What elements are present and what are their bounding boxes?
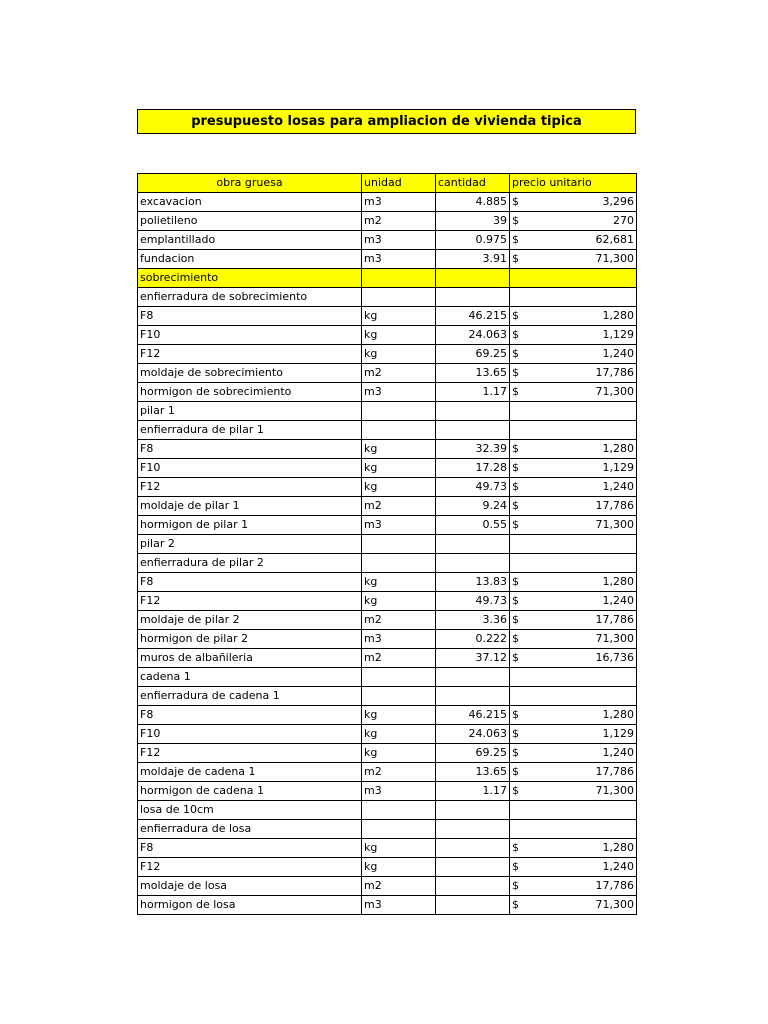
cell-unit[interactable]: m3 [362, 516, 436, 535]
cell-price[interactable] [510, 839, 637, 858]
price-wrap [512, 744, 634, 762]
cell-qty[interactable] [436, 839, 510, 858]
table-row [138, 459, 637, 478]
table-row [138, 250, 637, 269]
cell-item[interactable]: moldaje de sobrecimiento [138, 364, 362, 383]
cell-item[interactable]: moldaje de pilar 1 [138, 497, 362, 516]
price-value: 71,300 [595, 632, 634, 645]
cell-price[interactable] [510, 763, 637, 782]
currency-symbol: $ [512, 613, 519, 626]
cell-qty[interactable]: 0.222 [436, 630, 510, 649]
currency-symbol: $ [512, 632, 519, 645]
cell-price[interactable] [510, 744, 637, 763]
cell-item[interactable]: moldaje de pilar 2 [138, 611, 362, 630]
cell-unit[interactable]: m3 [362, 250, 436, 269]
header-cell-cantidad[interactable]: cantidad [436, 174, 510, 193]
cell-item[interactable]: moldaje de losa [138, 877, 362, 896]
cell-price[interactable] [510, 269, 637, 288]
cell-unit[interactable]: m3 [362, 193, 436, 212]
cell-item[interactable]: muros de albañileria [138, 649, 362, 668]
price-value: 270 [613, 214, 634, 227]
cell-qty[interactable] [436, 288, 510, 307]
currency-symbol: $ [512, 708, 519, 721]
currency-symbol: $ [512, 233, 519, 246]
cell-qty[interactable]: 17.28 [436, 459, 510, 478]
cell-price[interactable] [510, 687, 637, 706]
cell-qty[interactable]: 0.975 [436, 231, 510, 250]
cell-qty[interactable]: 46.215 [436, 706, 510, 725]
price-value: 17,786 [595, 765, 634, 778]
currency-symbol: $ [512, 328, 519, 341]
cell-price[interactable] [510, 858, 637, 877]
cell-qty[interactable]: 13.65 [436, 364, 510, 383]
cell-item[interactable]: F12 [138, 592, 362, 611]
cell-unit[interactable]: m2 [362, 212, 436, 231]
cell-unit[interactable] [362, 269, 436, 288]
price-wrap [512, 497, 634, 515]
table-row [138, 364, 637, 383]
price-wrap [512, 611, 634, 629]
currency-symbol: $ [512, 879, 519, 892]
cell-price[interactable] [510, 516, 637, 535]
table-row [138, 858, 637, 877]
price-wrap [512, 193, 634, 211]
cell-item[interactable]: hormigon de losa [138, 896, 362, 915]
price-value: 1,280 [602, 309, 634, 322]
cell-qty[interactable]: 1.17 [436, 782, 510, 801]
cell-unit[interactable]: m2 [362, 763, 436, 782]
cell-unit[interactable] [362, 402, 436, 421]
cell-unit[interactable]: m3 [362, 896, 436, 915]
cell-price[interactable] [510, 307, 637, 326]
currency-symbol: $ [512, 841, 519, 854]
cell-qty[interactable] [436, 554, 510, 573]
cell-unit[interactable] [362, 554, 436, 573]
cell-price[interactable] [510, 554, 637, 573]
cell-unit[interactable]: kg [362, 706, 436, 725]
price-wrap [512, 478, 634, 496]
table-row [138, 402, 637, 421]
table-row [138, 706, 637, 725]
cell-unit[interactable]: kg [362, 744, 436, 763]
price-value: 17,786 [595, 613, 634, 626]
cell-item[interactable]: fundacion [138, 250, 362, 269]
currency-symbol: $ [512, 784, 519, 797]
cell-qty[interactable]: 46.215 [436, 307, 510, 326]
cell-price[interactable] [510, 250, 637, 269]
price-value: 1,280 [602, 442, 634, 455]
table-row [138, 497, 637, 516]
table-row [138, 839, 637, 858]
cell-unit[interactable]: kg [362, 592, 436, 611]
cell-unit[interactable]: m2 [362, 611, 436, 630]
cell-price[interactable] [510, 345, 637, 364]
cell-qty[interactable] [436, 687, 510, 706]
currency-symbol: $ [512, 461, 519, 474]
cell-unit[interactable]: kg [362, 725, 436, 744]
cell-qty[interactable]: 13.65 [436, 763, 510, 782]
price-wrap [512, 858, 634, 876]
cell-qty[interactable]: 13.83 [436, 573, 510, 592]
price-value: 1,240 [602, 746, 634, 759]
currency-symbol: $ [512, 366, 519, 379]
price-wrap [512, 649, 634, 667]
cell-qty[interactable] [436, 801, 510, 820]
table-row [138, 307, 637, 326]
cell-price[interactable] [510, 478, 637, 497]
price-wrap [512, 725, 634, 743]
price-value: 71,300 [595, 518, 634, 531]
cell-item[interactable]: hormigon de sobrecimiento [138, 383, 362, 402]
table-row [138, 877, 637, 896]
cell-item[interactable]: hormigon de pilar 1 [138, 516, 362, 535]
price-value: 1,240 [602, 480, 634, 493]
currency-symbol: $ [512, 309, 519, 322]
cell-qty[interactable] [436, 421, 510, 440]
currency-symbol: $ [512, 898, 519, 911]
cell-unit[interactable] [362, 288, 436, 307]
cell-item[interactable]: enfierradura de cadena 1 [138, 687, 362, 706]
table-row [138, 668, 637, 687]
table-row [138, 554, 637, 573]
cell-price[interactable] [510, 288, 637, 307]
cell-qty[interactable]: 49.73 [436, 592, 510, 611]
cell-item[interactable]: F10 [138, 326, 362, 345]
cell-price[interactable] [510, 212, 637, 231]
table-row [138, 687, 637, 706]
price-wrap [512, 231, 634, 249]
cell-price[interactable] [510, 630, 637, 649]
cell-unit[interactable]: kg [362, 326, 436, 345]
table-row [138, 478, 637, 497]
price-value: 17,786 [595, 366, 634, 379]
cell-unit[interactable]: m2 [362, 877, 436, 896]
price-wrap [512, 592, 634, 610]
currency-symbol: $ [512, 518, 519, 531]
cell-unit[interactable] [362, 535, 436, 554]
currency-symbol: $ [512, 594, 519, 607]
cell-price[interactable] [510, 326, 637, 345]
cell-qty[interactable]: 3.36 [436, 611, 510, 630]
currency-symbol: $ [512, 727, 519, 740]
cell-qty[interactable] [436, 535, 510, 554]
cell-item[interactable]: enfierradura de pilar 1 [138, 421, 362, 440]
cell-price[interactable] [510, 706, 637, 725]
cell-qty[interactable] [436, 858, 510, 877]
cell-price[interactable] [510, 820, 637, 839]
cell-unit[interactable]: kg [362, 839, 436, 858]
cell-qty[interactable]: 37.12 [436, 649, 510, 668]
header-cell-obra-gruesa[interactable]: obra gruesa [138, 174, 362, 193]
cell-item[interactable]: pilar 2 [138, 535, 362, 554]
cell-item[interactable]: hormigon de pilar 2 [138, 630, 362, 649]
table-row [138, 820, 637, 839]
price-value: 16,736 [595, 651, 634, 664]
cell-item[interactable]: F8 [138, 839, 362, 858]
table-row [138, 801, 637, 820]
header-cell-unidad[interactable]: unidad [362, 174, 436, 193]
price-wrap [512, 630, 634, 648]
price-value: 17,786 [595, 499, 634, 512]
price-value: 1,280 [602, 708, 634, 721]
currency-symbol: $ [512, 860, 519, 873]
table-row [138, 573, 637, 592]
cell-qty[interactable]: 3.91 [436, 250, 510, 269]
currency-symbol: $ [512, 765, 519, 778]
cell-item[interactable]: emplantillado [138, 231, 362, 250]
cell-price[interactable] [510, 592, 637, 611]
table-row [138, 649, 637, 668]
cell-unit[interactable] [362, 421, 436, 440]
price-value: 1,129 [602, 727, 634, 740]
header-cell-precio-unitario[interactable]: precio unitario [510, 174, 637, 193]
cell-price[interactable] [510, 402, 637, 421]
cell-unit[interactable] [362, 801, 436, 820]
cell-unit[interactable]: m2 [362, 497, 436, 516]
price-wrap [512, 250, 634, 268]
cell-item[interactable]: cadena 1 [138, 668, 362, 687]
currency-symbol: $ [512, 480, 519, 493]
price-wrap [512, 782, 634, 800]
price-wrap [512, 345, 634, 363]
currency-symbol: $ [512, 499, 519, 512]
cell-qty[interactable]: 24.063 [436, 725, 510, 744]
currency-symbol: $ [512, 195, 519, 208]
cell-qty[interactable] [436, 820, 510, 839]
cell-price[interactable] [510, 877, 637, 896]
cell-price[interactable] [510, 231, 637, 250]
cell-price[interactable] [510, 440, 637, 459]
cell-price[interactable] [510, 364, 637, 383]
table-row [138, 212, 637, 231]
cell-price[interactable] [510, 535, 637, 554]
cell-item[interactable]: F8 [138, 706, 362, 725]
currency-symbol: $ [512, 442, 519, 455]
cell-item[interactable]: enfierradura de sobrecimiento [138, 288, 362, 307]
price-wrap [512, 573, 634, 591]
cell-item[interactable]: F8 [138, 307, 362, 326]
cell-item[interactable]: excavacion [138, 193, 362, 212]
price-wrap [512, 459, 634, 477]
table-row [138, 592, 637, 611]
cell-item[interactable]: enfierradura de pilar 2 [138, 554, 362, 573]
price-value: 71,300 [595, 784, 634, 797]
currency-symbol: $ [512, 347, 519, 360]
header-row [138, 174, 637, 193]
currency-symbol: $ [512, 651, 519, 664]
cell-unit[interactable]: m3 [362, 231, 436, 250]
price-value: 3,296 [602, 195, 634, 208]
price-value: 17,786 [595, 879, 634, 892]
cell-price[interactable] [510, 193, 637, 212]
currency-symbol: $ [512, 746, 519, 759]
cell-item[interactable]: enfierradura de losa [138, 820, 362, 839]
budget-table-body [138, 174, 637, 915]
price-value: 1,240 [602, 347, 634, 360]
cell-price[interactable] [510, 459, 637, 478]
cell-item[interactable]: sobrecimiento [138, 269, 362, 288]
price-value: 1,129 [602, 328, 634, 341]
cell-unit[interactable]: kg [362, 307, 436, 326]
currency-symbol: $ [512, 252, 519, 265]
cell-price[interactable] [510, 421, 637, 440]
cell-item[interactable]: F12 [138, 345, 362, 364]
price-wrap [512, 440, 634, 458]
cell-qty[interactable] [436, 269, 510, 288]
table-row [138, 535, 637, 554]
cell-item[interactable]: F10 [138, 725, 362, 744]
cell-qty[interactable]: 4.885 [436, 193, 510, 212]
cell-qty[interactable]: 49.73 [436, 478, 510, 497]
price-wrap [512, 877, 634, 895]
price-value: 1,240 [602, 594, 634, 607]
price-wrap [512, 383, 634, 401]
cell-unit[interactable]: kg [362, 440, 436, 459]
cell-price[interactable] [510, 573, 637, 592]
table-row [138, 896, 637, 915]
table-row [138, 611, 637, 630]
budget-table [137, 173, 637, 915]
cell-unit[interactable]: m3 [362, 630, 436, 649]
table-row [138, 763, 637, 782]
cell-qty[interactable] [436, 896, 510, 915]
price-value: 1,280 [602, 575, 634, 588]
currency-symbol: $ [512, 575, 519, 588]
currency-symbol: $ [512, 214, 519, 227]
cell-price[interactable] [510, 896, 637, 915]
table-row [138, 269, 637, 288]
price-wrap [512, 326, 634, 344]
price-value: 1,280 [602, 841, 634, 854]
price-value: 1,129 [602, 461, 634, 474]
table-row [138, 193, 637, 212]
cell-item[interactable]: hormigon de cadena 1 [138, 782, 362, 801]
cell-unit[interactable]: kg [362, 459, 436, 478]
currency-symbol: $ [512, 385, 519, 398]
cell-item[interactable]: pilar 1 [138, 402, 362, 421]
price-value: 62,681 [595, 233, 634, 246]
cell-item[interactable]: F12 [138, 858, 362, 877]
table-row [138, 744, 637, 763]
table-row [138, 725, 637, 744]
cell-qty[interactable]: 24.063 [436, 326, 510, 345]
cell-price[interactable] [510, 725, 637, 744]
cell-item[interactable]: polietileno [138, 212, 362, 231]
table-row [138, 516, 637, 535]
table-row [138, 326, 637, 345]
cell-qty[interactable] [436, 877, 510, 896]
cell-unit[interactable]: kg [362, 345, 436, 364]
table-row [138, 231, 637, 250]
price-value: 71,300 [595, 385, 634, 398]
price-value: 1,240 [602, 860, 634, 873]
cell-qty[interactable]: 69.25 [436, 744, 510, 763]
cell-price[interactable] [510, 611, 637, 630]
table-row [138, 383, 637, 402]
price-wrap [512, 212, 634, 230]
sheet-title: presupuesto losas para ampliacion de vivienda tipica [137, 109, 636, 134]
cell-price[interactable] [510, 782, 637, 801]
cell-item[interactable]: losa de 10cm [138, 801, 362, 820]
cell-item[interactable]: moldaje de cadena 1 [138, 763, 362, 782]
cell-qty[interactable]: 1.17 [436, 383, 510, 402]
price-value: 71,300 [595, 898, 634, 911]
cell-qty[interactable]: 32.39 [436, 440, 510, 459]
cell-qty[interactable]: 0.55 [436, 516, 510, 535]
cell-qty[interactable] [436, 668, 510, 687]
cell-unit[interactable]: kg [362, 573, 436, 592]
cell-unit[interactable] [362, 687, 436, 706]
cell-item[interactable]: F10 [138, 459, 362, 478]
cell-qty[interactable]: 69.25 [436, 345, 510, 364]
cell-price[interactable] [510, 668, 637, 687]
cell-qty[interactable]: 39 [436, 212, 510, 231]
cell-unit[interactable]: kg [362, 858, 436, 877]
price-wrap [512, 307, 634, 325]
cell-unit[interactable] [362, 820, 436, 839]
table-row [138, 440, 637, 459]
cell-price[interactable] [510, 383, 637, 402]
price-wrap [512, 896, 634, 914]
price-wrap [512, 763, 634, 781]
cell-item[interactable]: F12 [138, 478, 362, 497]
cell-qty[interactable] [436, 402, 510, 421]
table-row [138, 288, 637, 307]
price-wrap [512, 839, 634, 857]
cell-unit[interactable]: m3 [362, 383, 436, 402]
cell-price[interactable] [510, 801, 637, 820]
price-wrap [512, 516, 634, 534]
cell-item[interactable]: F8 [138, 440, 362, 459]
cell-unit[interactable]: kg [362, 478, 436, 497]
cell-unit[interactable]: m3 [362, 782, 436, 801]
table-row [138, 630, 637, 649]
table-row [138, 421, 637, 440]
cell-unit[interactable] [362, 668, 436, 687]
price-wrap [512, 364, 634, 382]
cell-unit[interactable]: m2 [362, 364, 436, 383]
table-row [138, 345, 637, 364]
cell-item[interactable]: F12 [138, 744, 362, 763]
cell-price[interactable] [510, 497, 637, 516]
cell-item[interactable]: F8 [138, 573, 362, 592]
price-value: 71,300 [595, 252, 634, 265]
cell-price[interactable] [510, 649, 637, 668]
price-wrap [512, 706, 634, 724]
table-row [138, 782, 637, 801]
cell-unit[interactable]: m2 [362, 649, 436, 668]
cell-qty[interactable]: 9.24 [436, 497, 510, 516]
